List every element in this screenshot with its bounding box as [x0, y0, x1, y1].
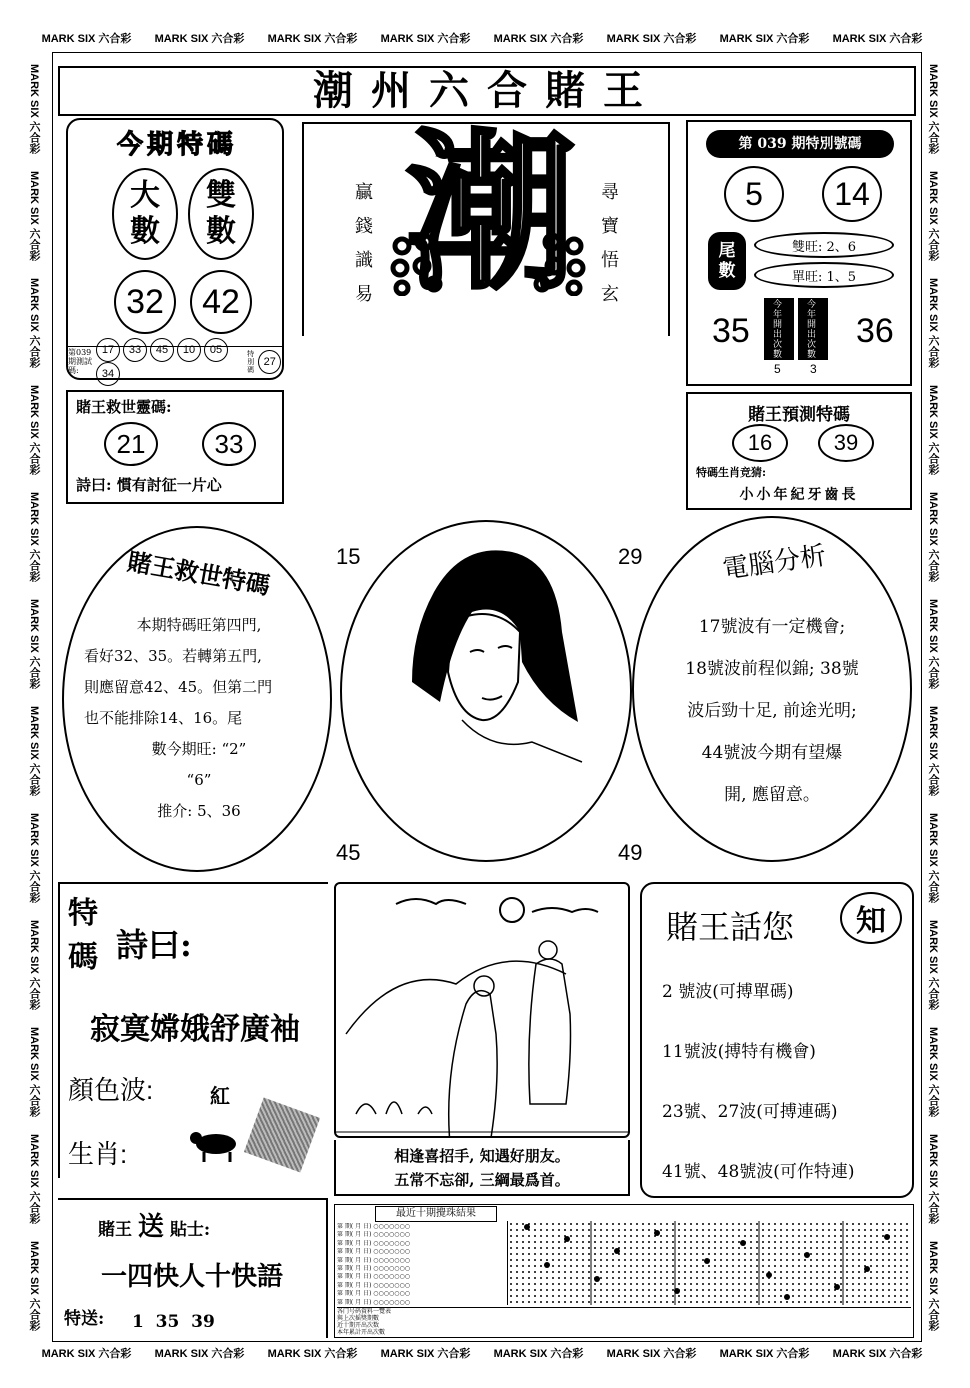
table-row: 第 期( 月 日) ○○○○○○○	[337, 1290, 410, 1298]
table-mark	[804, 1252, 810, 1258]
test-numbers	[96, 338, 247, 386]
predict-box	[686, 392, 912, 510]
border-label: MARK SIX 六合彩	[28, 1133, 40, 1224]
test-row	[66, 343, 284, 380]
table-footer: 各门号码資料一覽表 與上次摇獎期數 近十期开出次数 本年累計开出次數	[337, 1307, 911, 1336]
rescue-special-heading: 賭王救世特碼	[125, 546, 273, 601]
logo-big-char: 潮	[405, 122, 576, 313]
border-label: MARK SIX 六合彩	[267, 1348, 358, 1360]
border-label: MARK SIX 六合彩	[719, 1348, 810, 1360]
border-label: MARK SIX 六合彩	[28, 384, 40, 475]
table-mark	[766, 1272, 772, 1278]
page-title: 潮州六合賭王	[313, 67, 661, 114]
tips-box	[58, 1198, 328, 1338]
border-label: MARK SIX 六合彩	[493, 1348, 584, 1360]
issue-big-2: 36	[856, 312, 894, 350]
border-top	[30, 28, 940, 50]
tips-special-numbers: 1 35 39	[132, 1312, 215, 1332]
computer-line: 17號波有一定機會;	[698, 617, 846, 637]
scholars-picture	[336, 884, 628, 1136]
border-label: MARK SIX 六合彩	[380, 1348, 471, 1360]
talk-row: 2 號波(可搏單碼)	[662, 982, 794, 1002]
computer-text	[640, 606, 904, 816]
talk-row: 11號波(搏特有機會)	[662, 1042, 816, 1062]
table-mark	[740, 1240, 746, 1246]
border-label: MARK SIX 六合彩	[28, 598, 40, 689]
table-mark	[704, 1258, 710, 1264]
corner-number-tl: 15	[336, 544, 361, 569]
border-label: MARK SIX 六合彩	[28, 277, 40, 368]
border-label: MARK SIX 六合彩	[380, 33, 471, 45]
color-label: 顏色波:	[68, 1075, 154, 1105]
rescue-code-heading: 賭王救世靈碼:	[76, 398, 172, 416]
rescue-code-num-2: 33	[202, 422, 256, 466]
border-label: MARK SIX 六合彩	[927, 812, 939, 903]
table-row: 第 期( 月 日) ○○○○○○○	[337, 1273, 410, 1281]
results-table	[334, 1204, 914, 1338]
issue-big-1: 35	[712, 312, 750, 350]
header-banner	[58, 66, 916, 116]
table-row: 第 期( 月 日) ○○○○○○○	[337, 1248, 410, 1256]
border-label: MARK SIX 六合彩	[28, 705, 40, 796]
table-row: 第 期( 月 日) ○○○○○○○	[337, 1298, 410, 1306]
border-label: MARK SIX 六合彩	[927, 277, 939, 368]
border-label: MARK SIX 六合彩	[28, 919, 40, 1010]
border-label: MARK SIX 六合彩	[493, 33, 584, 45]
issue-box	[686, 120, 912, 386]
computer-line: 波后勁十足, 前途光明;	[687, 701, 857, 721]
odd-pill: 單旺: 1、5	[754, 262, 894, 288]
caption-line-1: 相逢喜招手, 知遇好朋友。	[394, 1147, 570, 1165]
test-number: 34	[96, 362, 120, 386]
border-label: MARK SIX 六合彩	[267, 33, 358, 45]
border-label: MARK SIX 六合彩	[832, 1348, 923, 1360]
border-bottom	[30, 1343, 940, 1365]
table-mark	[784, 1294, 790, 1300]
border-label: MARK SIX 六合彩	[927, 705, 939, 796]
border-label: MARK SIX 六合彩	[927, 598, 939, 689]
rescue-code-poem: 詩曰: 慣有討征一片心	[76, 476, 222, 494]
portrait-image	[342, 522, 632, 862]
table-heading: 最近十期攪珠結果	[375, 1206, 497, 1222]
rescue-special-oval	[62, 526, 332, 872]
test-number: 45	[150, 338, 174, 362]
corner-number-tr: 29	[618, 544, 643, 569]
logo-right-verse: 尋寶悟玄	[601, 182, 619, 305]
test-number: 17	[96, 338, 120, 362]
border-label: MARK SIX 六合彩	[28, 170, 40, 261]
table-mark	[864, 1266, 870, 1272]
border-label: MARK SIX 六合彩	[927, 63, 939, 154]
special-number: 27	[258, 350, 281, 374]
picture-box	[334, 882, 630, 1138]
tag-even: 雙數	[188, 168, 254, 260]
computer-line: 開, 應留意。	[724, 785, 820, 805]
rescue-special-line: 數今期旺: “2”	[151, 740, 247, 758]
table-rows	[337, 1223, 505, 1307]
table-mark	[564, 1236, 570, 1242]
border-label: MARK SIX 六合彩	[927, 1026, 939, 1117]
rescue-code-box	[66, 390, 284, 504]
rescue-special-line: 本期特碼旺第四門,	[136, 616, 262, 634]
even-pill: 雙旺: 2、6	[754, 232, 894, 258]
border-label: MARK SIX 六合彩	[927, 919, 939, 1010]
tips-special-label: 特送:	[64, 1309, 105, 1329]
computer-line: 44號波今期有望爆	[701, 743, 843, 763]
test-number: 10	[177, 338, 201, 362]
predict-heading: 賭王預測特碼	[748, 405, 850, 425]
special-num-1: 32	[114, 270, 176, 334]
border-label: MARK SIX 六合彩	[606, 1348, 697, 1360]
border-label: MARK SIX 六合彩	[28, 812, 40, 903]
tips-text: 一四快人十快語	[100, 1262, 283, 1292]
table-row: 第 期( 月 日) ○○○○○○○	[337, 1239, 410, 1247]
rescue-special-text	[84, 610, 314, 827]
stamp-shading	[244, 1097, 320, 1172]
picture-caption	[334, 1140, 630, 1196]
special-box	[66, 118, 284, 380]
rescue-special-line: 也不能排除14、16。尾	[84, 709, 243, 727]
tag-big: 大數	[112, 168, 178, 260]
border-label: MARK SIX 六合彩	[28, 1240, 40, 1331]
computer-heading: 電腦分析	[720, 540, 828, 586]
count-2: 3	[810, 362, 817, 376]
border-label: MARK SIX 六合彩	[927, 384, 939, 475]
special-num-2: 42	[190, 270, 252, 334]
table-row: 第 期( 月 日) ○○○○○○○	[337, 1281, 410, 1289]
rescue-special-line: “6”	[186, 771, 212, 789]
table-mark	[884, 1234, 890, 1240]
border-right	[925, 55, 947, 1340]
border-label: MARK SIX 六合彩	[28, 1026, 40, 1117]
logo-left-verse: 贏錢識易	[355, 182, 373, 305]
border-label: MARK SIX 六合彩	[28, 63, 40, 154]
border-label: MARK SIX 六合彩	[927, 1133, 939, 1224]
table-mark	[594, 1276, 600, 1282]
border-label: MARK SIX 六合彩	[154, 1348, 245, 1360]
color-value: 紅	[210, 1084, 230, 1108]
test-number: 05	[204, 338, 228, 362]
poem-heading: 詩曰:	[116, 926, 192, 964]
border-label: MARK SIX 六合彩	[927, 1240, 939, 1331]
ox-icon	[186, 1124, 246, 1164]
table-row: 第 期( 月 日) ○○○○○○○	[337, 1223, 410, 1230]
border-label: MARK SIX 六合彩	[832, 33, 923, 45]
table-mark	[654, 1230, 660, 1236]
table-row: 第 期( 月 日) ○○○○○○○	[337, 1256, 410, 1264]
special-heading: 今期特碼	[116, 130, 237, 160]
border-label: MARK SIX 六合彩	[28, 491, 40, 582]
predict-num-2: 39	[818, 424, 874, 462]
table-row: 第 期( 月 日) ○○○○○○○	[337, 1265, 410, 1273]
tips-heading: 賭王 送 貼士:	[98, 1212, 211, 1242]
computer-line: 18號波前程似錦; 38號	[685, 659, 859, 679]
table-mark	[524, 1224, 530, 1230]
table-mark	[614, 1248, 620, 1254]
special-number-label: 特別碼	[247, 349, 255, 374]
corner-number-br: 49	[618, 840, 643, 865]
border-label: MARK SIX 六合彩	[719, 33, 810, 45]
talk-row: 41號、48號波(可作特連)	[662, 1162, 855, 1182]
talk-row: 23號、27波(可搏連碼)	[662, 1102, 838, 1122]
talk-bubble: 知	[840, 892, 902, 944]
talk-heading: 賭王話您	[666, 909, 795, 945]
border-label: MARK SIX 六合彩	[41, 1348, 132, 1360]
test-label: 第039期測試碼:	[68, 348, 92, 375]
talk-box	[640, 882, 914, 1198]
table-marks	[507, 1221, 911, 1305]
border-label: MARK SIX 六合彩	[927, 170, 939, 261]
poem-side-label: 特碼	[68, 896, 98, 975]
coin-ornament-right	[528, 232, 588, 296]
border-label: MARK SIX 六合彩	[927, 491, 939, 582]
coin-ornament-left	[388, 232, 448, 296]
count-label-2: 今年開出次數	[798, 298, 828, 360]
zodiac-label: 生肖:	[68, 1139, 128, 1169]
border-left	[26, 55, 48, 1340]
count-label-1: 今年開出次數	[764, 298, 794, 360]
rescue-code-num-1: 21	[104, 422, 158, 466]
predict-num-1: 16	[732, 424, 788, 462]
caption-line-2: 五常不忘卻, 三綱最爲首。	[394, 1171, 570, 1189]
test-number: 33	[123, 338, 147, 362]
rescue-special-line: 則應留意42、45。但第二門	[84, 678, 273, 696]
predict-zodiac-text: 小小年紀牙齒長	[739, 487, 859, 503]
issue-num-2: 14	[822, 166, 882, 222]
border-label: MARK SIX 六合彩	[41, 33, 132, 45]
center-logo	[302, 122, 670, 336]
table-row: 第 期( 月 日) ○○○○○○○	[337, 1231, 410, 1239]
issue-num-1: 5	[724, 166, 784, 222]
count-1: 5	[774, 362, 781, 376]
predict-zodiac-label: 特碼生肖竞猜:	[696, 466, 767, 479]
issue-heading: 第 039 期特別號碼	[706, 130, 894, 158]
border-label: MARK SIX 六合彩	[154, 33, 245, 45]
corner-number-bl: 45	[336, 840, 361, 865]
talk-list	[662, 962, 912, 1202]
rescue-special-line: 推介: 5、36	[157, 802, 241, 820]
poem-text: 寂寞嫦娥舒廣袖	[90, 1012, 300, 1047]
poem-box	[58, 882, 328, 1178]
rescue-special-line: 看好32、35。若轉第五門,	[84, 647, 262, 665]
portrait-oval	[340, 520, 632, 862]
table-mark	[544, 1262, 550, 1268]
tail-badge: 尾數	[708, 232, 746, 290]
border-label: MARK SIX 六合彩	[606, 33, 697, 45]
computer-oval	[632, 516, 912, 862]
table-mark	[834, 1284, 840, 1290]
